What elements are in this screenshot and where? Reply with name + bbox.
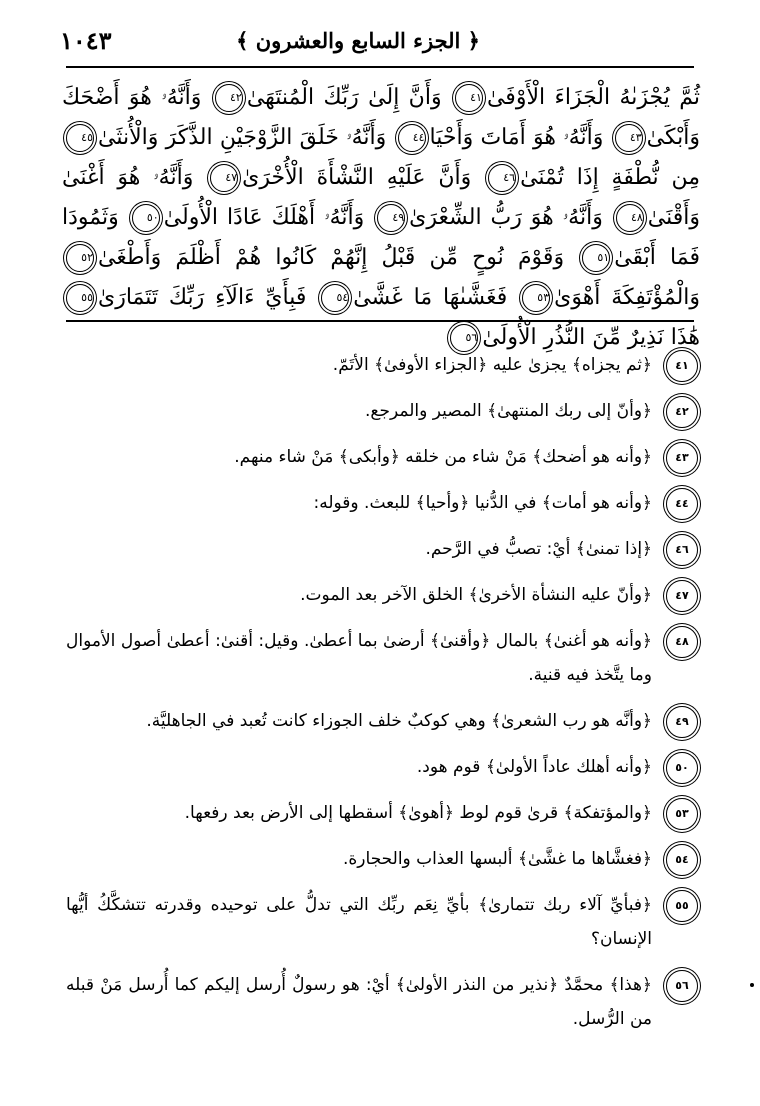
tafsir-note <box>66 532 698 566</box>
verse-number-badge: ٥٠ <box>666 752 698 784</box>
note-text: ﴿هذا﴾ محمَّدٌ ﴿نذير من النذر الأولىٰ﴾ أيْ: هو رسولٌ أُرسل إليكم كما أُرسل مَنْ قبله من الرُّسل. <box>66 975 652 1029</box>
verse-number-badge: ٥٣ <box>666 798 698 830</box>
verse-number-marker: ٤٦ <box>488 164 516 192</box>
verse-text: وَأَنَّهُۥ هُوَ أَمَاتَ وَأَحْيَا <box>429 125 604 150</box>
verse-number-marker: ٤١ <box>455 84 483 112</box>
tafsir-note <box>66 348 698 382</box>
part-title: ﴿ الجزء السابع والعشرون ﴾ <box>236 28 480 53</box>
note-text: ﴿وأنه هو أغنىٰ﴾ بالمال ﴿وأقنىٰ﴾ أرضىٰ بما أعطىٰ. وقيل: أقنىٰ: أعطىٰ أصول الأموال وما يتَّخذ فيه قنية. <box>66 631 652 685</box>
note-text: ﴿إذا تمنىٰ﴾ أيْ: تصبُّ في الرَّحم. <box>425 539 652 559</box>
tafsir-note <box>66 624 698 692</box>
page-number: ١٠٤٣ <box>60 26 112 55</box>
note-text: ﴿ثم يجزاه﴾ يجزىٰ عليه ﴿الجزاء الأوفىٰ﴾ الأتَمّ. <box>332 355 652 375</box>
verse-text: وَأَنَّهُۥ خَلَقَ الزَّوْجَيْنِ الذَّكَرَ وَالْأُنثَىٰ <box>98 125 387 150</box>
tafsir-note <box>66 888 698 956</box>
verse-text: وَالْمُؤْتَفِكَةَ أَهْوَىٰ <box>554 285 701 310</box>
note-text: ﴿وأنّ عليه النشأة الأخرىٰ﴾ الخلق الآخر بعد الموت. <box>300 585 652 605</box>
verse-number-badge: ٤٩ <box>666 706 698 738</box>
tafsir-notes <box>66 348 698 1048</box>
note-text: ﴿وأنه هو أضحك﴾ مَنْ شاء من خلقه ﴿وأبكى﴾ مَنْ شاء منهم. <box>234 447 652 467</box>
tafsir-note <box>66 394 698 428</box>
verse-text: هَٰذَا نَذِيرٌ مِّنَ النُّذُرِ الْأُولَىٰ <box>482 325 700 350</box>
verse-text: وَقَوْمَ نُوحٍ مِّن قَبْلُ إِنَّهُمْ كَانُوا هُمْ أَظْلَمَ وَأَطْغَىٰ <box>98 245 565 270</box>
tafsir-note <box>66 796 698 830</box>
verse-number-marker: ٤٥ <box>66 124 94 152</box>
verse-number-marker: ٥٠ <box>132 204 160 232</box>
verse-number-badge: ٤٦ <box>666 534 698 566</box>
tafsir-note <box>66 704 698 738</box>
verse-number-badge: ٤٨ <box>666 626 698 658</box>
quran-verses-block <box>62 78 700 358</box>
tafsir-note <box>66 440 698 474</box>
margin-mark <box>750 983 754 987</box>
note-text: ﴿والمؤتفكة﴾ قرىٰ قوم لوط ﴿أهوىٰ﴾ أسقطها إلى الأرض بعد رفعها. <box>184 803 652 823</box>
page-header <box>60 28 700 68</box>
tafsir-note <box>66 842 698 876</box>
verse-number-marker: ٥٣ <box>522 284 550 312</box>
verse-number-marker: ٥٦ <box>450 324 478 352</box>
note-text: ﴿فبأيِّ آلاء ربك تتمارىٰ﴾ بأيِّ نِعَم ربِّك التي تدلُّ على توحيده وقدرته تتشكَّكُ أيُّها الإنسان؟ <box>66 895 652 949</box>
verse-number-marker: ٥١ <box>582 244 610 272</box>
verse-number-badge: ٤٤ <box>666 488 698 520</box>
verse-number-marker: ٤٢ <box>215 84 243 112</box>
verse-number-marker: ٤٧ <box>210 164 238 192</box>
verse-number-badge: ٤٢ <box>666 396 698 428</box>
verse-number-marker: ٤٩ <box>377 204 405 232</box>
verse-number-marker: ٥٤ <box>321 284 349 312</box>
verse-text: وَأَنَّهُۥ هُوَ رَبُّ الشِّعْرَىٰ <box>409 205 603 230</box>
verse-text: وَأَنَّ عَلَيْهِ النَّشْأَةَ الْأُخْرَىٰ <box>242 165 472 190</box>
verse-number-badge: ٤١ <box>666 350 698 382</box>
note-text: ﴿وأنه أهلك عاداً الأولىٰ﴾ قوم هود. <box>416 757 652 777</box>
tafsir-note <box>66 750 698 784</box>
verse-text: ثُمَّ يُجْزَىٰهُ الْجَزَاءَ الْأَوْفَىٰ <box>486 85 701 110</box>
verse-number-marker: ٤٨ <box>616 204 644 232</box>
verse-text: وَأَنَّهُۥ هُوَ أَضْحَكَ وَأَبْكَىٰ <box>62 85 701 150</box>
tafsir-note <box>66 578 698 612</box>
note-text: ﴿وأنه هو أمات﴾ في الدُّنيا ﴿وأحيا﴾ للبعث. وقوله: <box>313 493 652 513</box>
verse-text: فَبِأَيِّ ءَالَآءِ رَبِّكَ تَتَمَارَىٰ <box>98 285 307 310</box>
verse-number-marker: ٥٥ <box>66 284 94 312</box>
verse-number-marker: ٥٢ <box>66 244 94 272</box>
verse-number-badge: ٥٤ <box>666 844 698 876</box>
verse-text: مِن نُّطْفَةٍ إِذَا تُمْنَىٰ <box>520 165 700 190</box>
verse-number-badge: ٤٣ <box>666 442 698 474</box>
verse-text: وَأَنَّ إِلَىٰ رَبِّكَ الْمُنتَهَىٰ <box>246 85 442 110</box>
tafsir-note <box>66 968 698 1036</box>
verse-number-badge: ٥٦ <box>666 970 698 1002</box>
verse-text: فَغَشَّىٰهَا مَا غَشَّىٰ <box>353 285 508 310</box>
note-text: ﴿فغشَّاها ما غشَّىٰ﴾ ألبسها العذاب والحجارة. <box>343 849 652 869</box>
verse-number-marker: ٤٤ <box>398 124 426 152</box>
verse-number-badge: ٥٥ <box>666 890 698 922</box>
note-text: ﴿وأنَّه هو رب الشعرىٰ﴾ وهي كوكبٌ خلف الجوزاء كانت تُعبد في الجاهليَّة. <box>146 711 652 731</box>
verse-number-marker: ٤٣ <box>615 124 643 152</box>
note-text: ﴿وأنّ إلى ربك المنتهىٰ﴾ المصير والمرجع. <box>365 401 652 421</box>
tafsir-note <box>66 486 698 520</box>
section-divider <box>66 320 694 322</box>
verse-number-badge: ٤٧ <box>666 580 698 612</box>
verse-text: وَأَنَّهُۥ هُوَ أَغْنَىٰ وَأَقْنَىٰ <box>62 165 700 230</box>
verse-text: وَأَنَّهُۥ أَهْلَكَ عَادًا الْأُولَىٰ <box>163 205 365 230</box>
verse-text: وَثَمُودَا فَمَا أَبْقَىٰ <box>62 205 700 270</box>
header-divider <box>66 66 694 68</box>
